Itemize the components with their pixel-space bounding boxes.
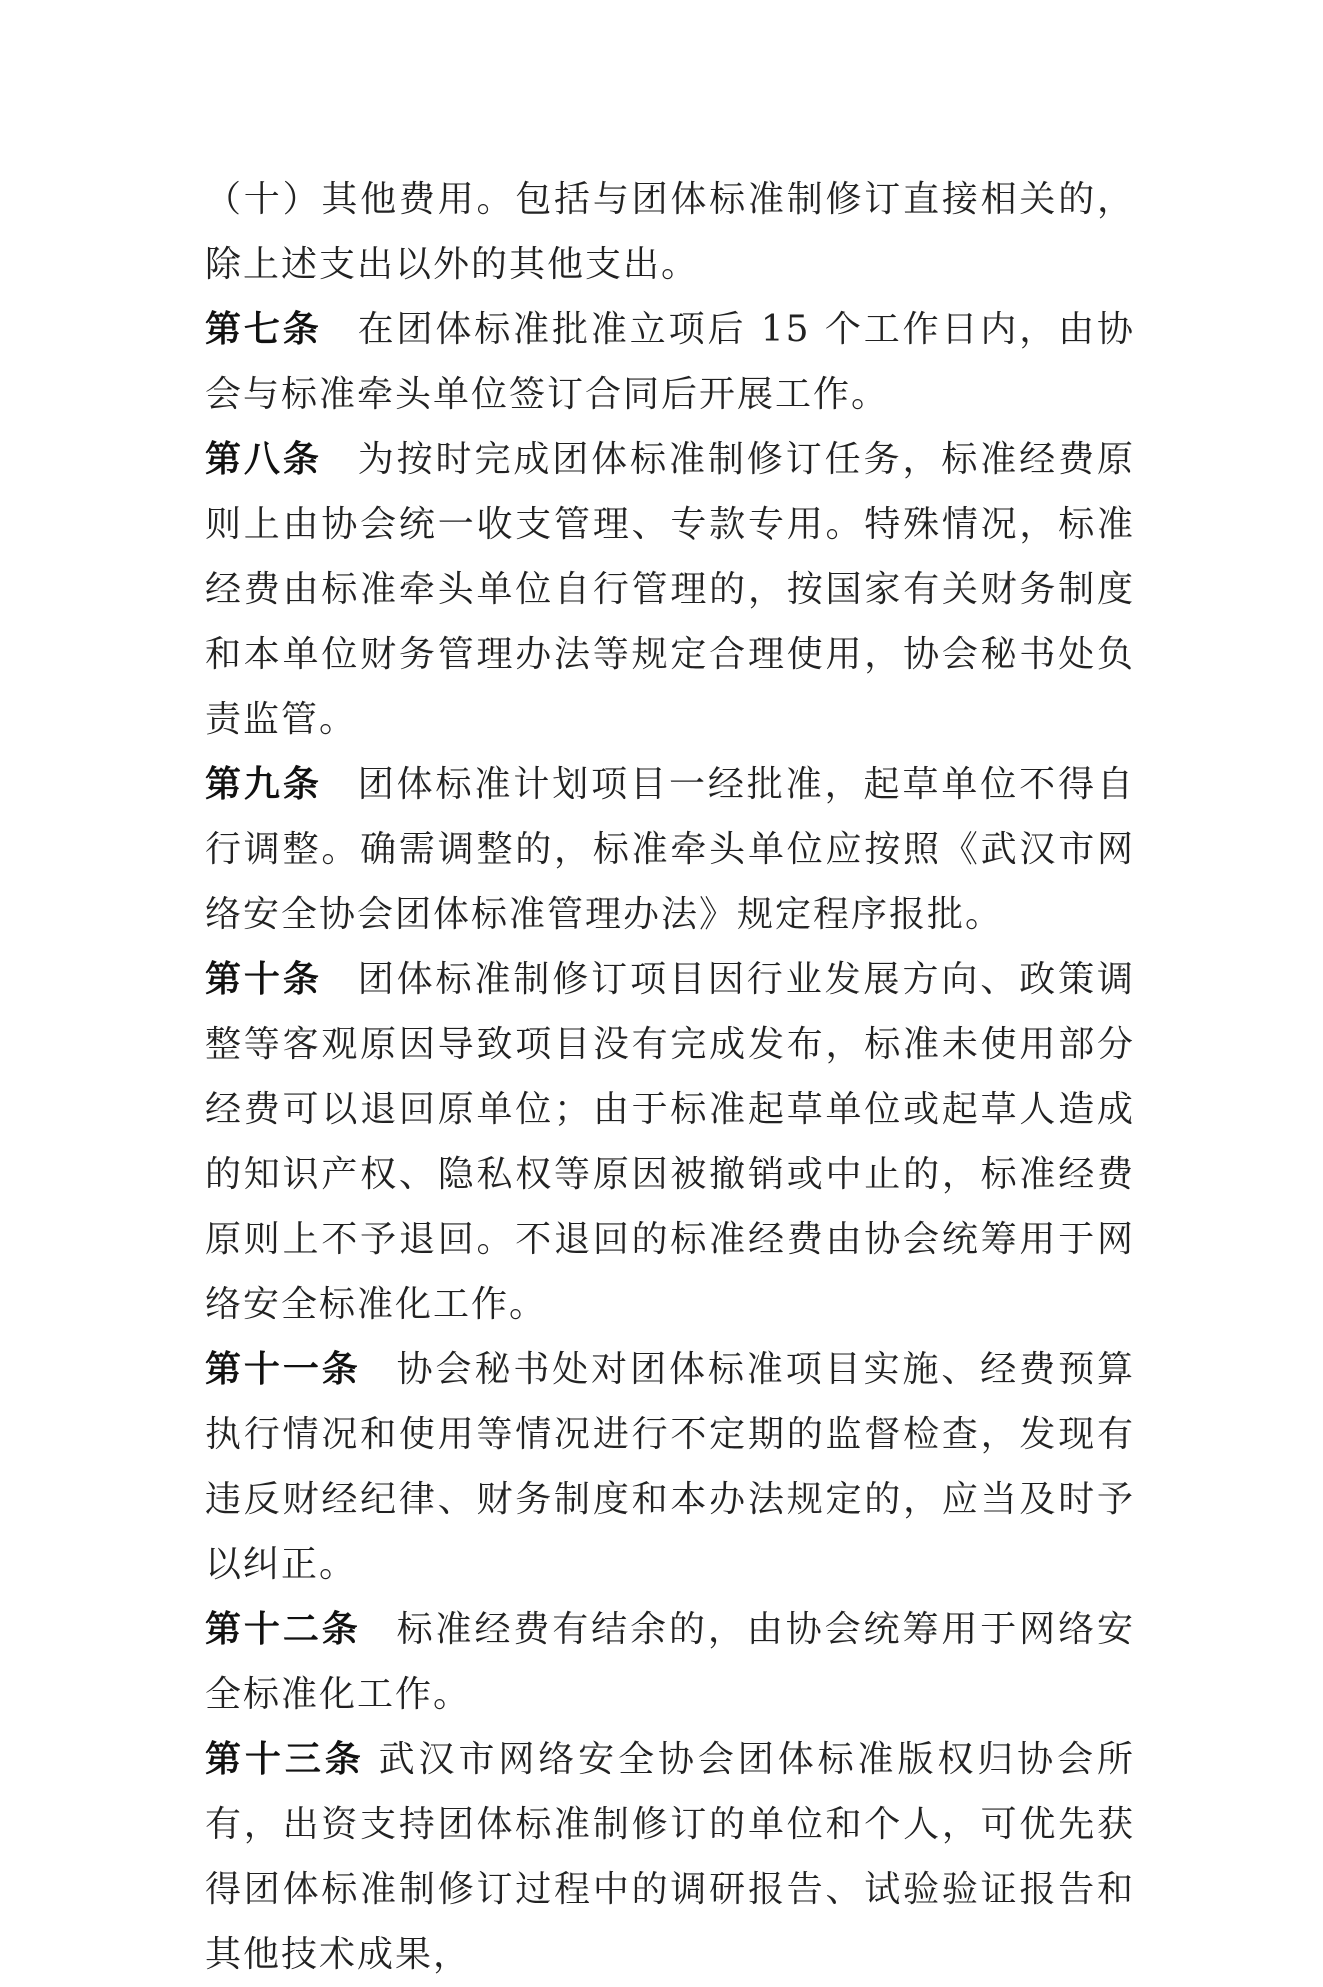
document-body [205,167,1135,1987]
article-heading: 第九条 [205,764,322,805]
article-13 [205,1727,1135,1987]
article-11 [205,1337,1135,1597]
article-text: 团体标准制修订项目因行业发展方向、政策调整等客观原因导致项目没有完成发布，标准未使用部分经费可以退回原单位；由于标准起草单位或起草人造成的知识产权、隐私权等原因被撤销或中止的，标准经费原则上不予退回。不退回的标准经费由协会统筹用于网络安全标准化工作。 [205,959,1135,1325]
article-heading: 第七条 [205,309,322,350]
article-text: 在团体标准批准立项后 15 个工作日内，由协会与标准牵头单位签订合同后开展工作。 [205,309,1135,415]
article-8 [205,427,1135,752]
article-12 [205,1597,1135,1727]
article-heading: 第八条 [205,439,322,480]
article-heading: 第十条 [205,959,322,1000]
article-7 [205,297,1135,427]
paragraph-other-expenses [205,167,1135,297]
article-heading: 第十一条 [205,1349,361,1390]
article-9 [205,752,1135,947]
article-heading: 第十三条 [205,1739,365,1780]
article-heading: 第十二条 [205,1609,361,1650]
article-10 [205,947,1135,1337]
article-text: 为按时完成团体标准制修订任务，标准经费原则上由协会统一收支管理、专款专用。特殊情况，标准经费由标准牵头单位自行管理的，按国家有关财务制度和本单位财务管理办法等规定合理使用，协会秘书处负责监管。 [205,439,1135,740]
article-text: 协会秘书处对团体标准项目实施、经费预算执行情况和使用等情况进行不定期的监督检查，发现有违反财经纪律、财务制度和本办法规定的，应当及时予以纠正。 [205,1349,1135,1585]
paragraph-text: （十）其他费用。包括与团体标准制修订直接相关的，除上述支出以外的其他支出。 [205,179,1135,285]
article-text: 团体标准计划项目一经批准，起草单位不得自行调整。确需调整的，标准牵头单位应按照《武汉市网络安全协会团体标准管理办法》规定程序报批。 [205,764,1135,935]
article-text: 标准经费有结余的，由协会统筹用于网络安全标准化工作。 [205,1609,1135,1715]
article-text: 武汉市网络安全协会团体标准版权归协会所有，出资支持团体标准制修订的单位和个人，可优先获得团体标准制修订过程中的调研报告、试验验证报告和其他技术成果， [205,1739,1135,1975]
